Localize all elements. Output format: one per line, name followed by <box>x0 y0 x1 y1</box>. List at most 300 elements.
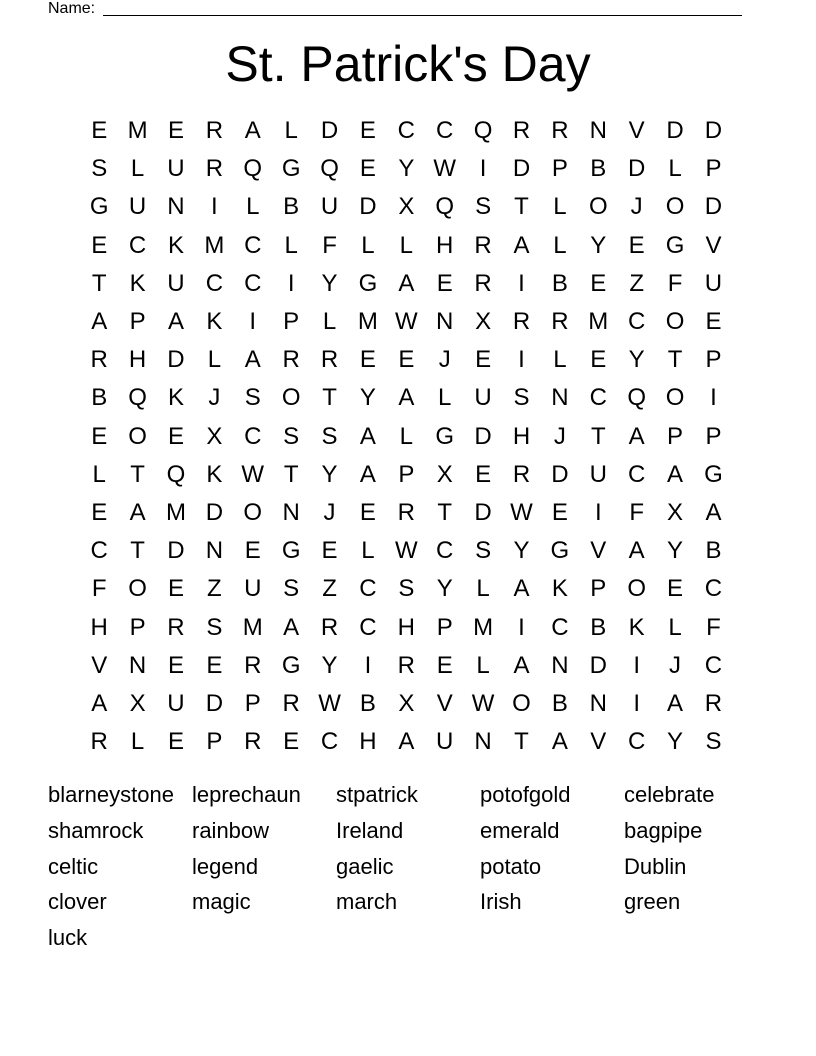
grid-letter: P <box>436 613 453 641</box>
grid-letter: E <box>91 117 108 145</box>
grid-letter: I <box>211 193 218 221</box>
grid-letter: I <box>249 308 257 336</box>
grid-letter: J <box>438 346 451 374</box>
grid-letter: Y <box>321 269 338 297</box>
word-list-item: gaelic <box>336 853 394 879</box>
grid-letter: A <box>705 498 722 526</box>
grid-letter: R <box>551 308 569 336</box>
grid-letter: L <box>399 422 413 450</box>
grid-letter: U <box>320 193 339 221</box>
grid-letter: T <box>667 346 683 374</box>
grid-letter: D <box>474 422 492 450</box>
grid-letter: J <box>553 422 566 450</box>
grid-letter: S <box>283 422 300 450</box>
word-list-item: potato <box>480 853 542 879</box>
grid-letter: E <box>359 155 376 183</box>
grid-letter: S <box>244 384 261 412</box>
grid-letter: P <box>667 422 684 450</box>
grid-letter: A <box>513 651 530 679</box>
grid-letter: S <box>475 193 492 221</box>
grid-letter: I <box>287 269 295 297</box>
grid-letter: C <box>205 269 224 297</box>
grid-letter: S <box>705 728 722 756</box>
grid-letter: A <box>551 728 568 756</box>
grid-letter: Y <box>398 155 415 183</box>
word-list-item: potofgold <box>480 782 571 807</box>
grid-letter: R <box>512 460 531 488</box>
grid-letter: C <box>128 231 147 259</box>
grid-letter: I <box>594 498 602 526</box>
grid-letter: Q <box>435 193 455 221</box>
grid-letter: E <box>283 728 300 756</box>
grid-letter: J <box>630 193 643 221</box>
grid-letter: U <box>436 728 454 756</box>
grid-letter: O <box>627 575 646 603</box>
word-list-item: shamrock <box>48 817 144 843</box>
grid-letter: R <box>551 117 569 145</box>
grid-letter: R <box>704 689 723 717</box>
grid-letter: P <box>551 155 568 183</box>
grid-letter: L <box>284 231 298 259</box>
grid-letter: P <box>129 308 146 336</box>
grid-letter: R <box>397 651 415 679</box>
grid-letter: C <box>359 613 377 641</box>
grid-letter: K <box>551 575 568 603</box>
grid-letter: B <box>590 155 607 183</box>
grid-letter: L <box>246 193 260 221</box>
grid-letter: L <box>553 346 567 374</box>
grid-letter: B <box>359 689 376 717</box>
grid-letter: A <box>167 308 184 336</box>
grid-letter: U <box>244 575 262 603</box>
grid-letter: A <box>91 689 108 717</box>
grid-letter: A <box>244 346 261 374</box>
grid-letter: L <box>361 537 375 565</box>
word-list-item: Irish <box>480 889 522 915</box>
grid-letter: G <box>704 460 723 488</box>
grid-letter: V <box>705 231 722 259</box>
grid-letter: Y <box>321 460 338 488</box>
grid-letter: R <box>90 728 108 756</box>
grid-letter: E <box>359 117 376 145</box>
grid-letter: N <box>205 537 224 565</box>
grid-letter: K <box>206 308 223 336</box>
grid-letter: G <box>665 231 685 259</box>
grid-letter: O <box>281 384 301 412</box>
grid-letter: E <box>91 498 108 526</box>
grid-letter: R <box>90 346 108 374</box>
grid-letter: G <box>281 155 301 183</box>
grid-letter: S <box>206 613 223 641</box>
grid-letter: D <box>704 117 723 145</box>
grid-letter: I <box>479 155 487 183</box>
grid-letter: R <box>205 155 224 183</box>
grid-letter: R <box>320 613 339 641</box>
word-list-item: celtic <box>48 853 99 879</box>
grid-letter: E <box>436 269 453 297</box>
grid-letter: H <box>397 613 415 641</box>
grid-letter: Y <box>667 537 684 565</box>
grid-letter: T <box>514 728 529 756</box>
grid-letter: Q <box>243 155 263 183</box>
grid-letter: B <box>91 384 108 412</box>
grid-letter: C <box>244 422 262 450</box>
grid-letter: E <box>206 651 223 679</box>
grid-letter: U <box>167 155 185 183</box>
grid-letter: W <box>433 155 457 183</box>
name-label: Name: <box>48 0 96 17</box>
grid-letter: D <box>704 193 723 221</box>
grid-letter: A <box>283 613 300 641</box>
grid-letter: F <box>667 269 683 297</box>
grid-letter: O <box>128 575 147 603</box>
grid-letter: W <box>241 460 265 488</box>
grid-letter: A <box>628 422 645 450</box>
grid-letter: S <box>91 155 108 183</box>
grid-letter: E <box>167 575 184 603</box>
grid-letter: O <box>665 384 685 412</box>
grid-letter: A <box>398 269 415 297</box>
grid-letter: F <box>91 575 107 603</box>
grid-letter: L <box>130 728 145 756</box>
word-list-item: Dublin <box>624 853 687 879</box>
grid-letter: I <box>518 613 525 641</box>
grid-letter: E <box>705 308 722 336</box>
grid-letter: H <box>359 728 377 756</box>
grid-letter: L <box>476 651 490 679</box>
grid-letter: E <box>321 537 338 565</box>
grid-letter: U <box>704 269 723 297</box>
grid-letter: D <box>627 155 646 183</box>
grid-letter: S <box>513 384 530 412</box>
grid-letter: E <box>590 346 607 374</box>
grid-letter: R <box>512 308 531 336</box>
grid-letter: E <box>359 346 376 374</box>
grid-letter: L <box>668 155 682 183</box>
grid-letter: A <box>513 231 530 259</box>
grid-letter: M <box>165 498 186 526</box>
grid-letter: P <box>590 575 607 603</box>
grid-letter: E <box>167 651 184 679</box>
grid-letter: C <box>90 537 108 565</box>
grid-letter: H <box>128 346 147 374</box>
grid-letter: U <box>167 689 185 717</box>
grid-letter: T <box>283 460 299 488</box>
grid-letter: P <box>129 613 146 641</box>
grid-letter: X <box>398 689 415 717</box>
grid-letter: D <box>167 537 185 565</box>
grid-letter: V <box>590 537 607 565</box>
grid-letter: B <box>551 269 568 297</box>
grid-letter: O <box>665 308 685 336</box>
word-list-item: stpatrick <box>336 782 418 807</box>
grid-letter: R <box>474 269 492 297</box>
grid-letter: C <box>359 575 377 603</box>
grid-letter: G <box>89 193 109 221</box>
grid-letter: C <box>244 231 262 259</box>
grid-letter: R <box>512 117 531 145</box>
word-list <box>48 780 768 959</box>
grid-letter: T <box>437 498 453 526</box>
grid-letter: H <box>90 613 108 641</box>
grid-letter: O <box>128 422 147 450</box>
grid-letter: D <box>205 498 224 526</box>
grid-letter: A <box>359 422 376 450</box>
grid-letter: D <box>551 460 569 488</box>
grid-letter: L <box>207 346 222 374</box>
grid-letter: B <box>705 537 722 565</box>
grid-letter: U <box>167 269 185 297</box>
grid-letter: G <box>358 269 378 297</box>
grid-letter: M <box>204 231 225 259</box>
grid-letter: D <box>512 155 531 183</box>
grid-letter: U <box>589 460 607 488</box>
grid-letter: N <box>589 689 607 717</box>
grid-letter: X <box>667 498 684 526</box>
grid-letter: Y <box>513 537 530 565</box>
grid-letter: C <box>397 117 415 145</box>
grid-letter: Z <box>322 575 337 603</box>
word-list-item: celebrate <box>624 782 715 807</box>
grid-letter: O <box>512 689 531 717</box>
grid-letter: P <box>283 308 300 336</box>
grid-letter: C <box>627 460 646 488</box>
grid-letter: L <box>130 155 145 183</box>
grid-letter: S <box>475 537 492 565</box>
grid-letter: D <box>589 651 607 679</box>
grid-letter: G <box>550 537 570 565</box>
grid-letter: P <box>206 728 223 756</box>
grid-letter: C <box>627 728 646 756</box>
grid-letter: X <box>475 308 492 336</box>
grid-letter: A <box>513 575 530 603</box>
grid-letter: N <box>474 728 492 756</box>
grid-letter: T <box>590 422 606 450</box>
grid-letter: A <box>398 384 415 412</box>
grid-letter: E <box>475 460 492 488</box>
grid-letter: I <box>710 384 717 412</box>
grid-letter: I <box>364 651 372 679</box>
name-underline <box>103 15 742 16</box>
grid-letter: Y <box>436 575 453 603</box>
grid-letter: B <box>590 613 607 641</box>
word-list-item: green <box>624 889 681 915</box>
grid-letter: W <box>510 498 533 526</box>
grid-letter: M <box>357 308 378 336</box>
grid-letter: S <box>321 422 338 450</box>
grid-letter: C <box>704 575 723 603</box>
grid-letter: L <box>284 117 298 145</box>
grid-letter: E <box>628 231 645 259</box>
grid-letter: T <box>91 269 107 297</box>
grid-letter: X <box>129 689 146 717</box>
grid-letter: X <box>206 422 223 450</box>
grid-letter: G <box>281 651 301 679</box>
grid-letter: D <box>359 193 377 221</box>
grid-letter: E <box>590 269 607 297</box>
grid-letter: A <box>628 537 645 565</box>
grid-letter: K <box>628 613 645 641</box>
grid-letter: P <box>705 422 722 450</box>
grid-letter: D <box>474 498 492 526</box>
grid-letter: C <box>627 308 646 336</box>
grid-letter: J <box>208 384 221 412</box>
grid-letter: Q <box>473 117 493 145</box>
grid-letter: H <box>512 422 531 450</box>
grid-letter: V <box>436 689 453 717</box>
word-list-item: Ireland <box>336 817 404 843</box>
grid-letter: E <box>551 498 568 526</box>
grid-letter: R <box>244 651 262 679</box>
grid-letter: C <box>551 613 569 641</box>
word-list-item: legend <box>192 853 259 879</box>
grid-letter: K <box>206 460 223 488</box>
grid-letter: B <box>283 193 300 221</box>
grid-letter: E <box>91 231 108 259</box>
grid-letter: E <box>167 728 184 756</box>
grid-letter: E <box>244 537 261 565</box>
grid-letter: E <box>167 422 184 450</box>
grid-letter: M <box>588 308 609 336</box>
word-list-item: magic <box>192 889 251 915</box>
grid-letter: R <box>282 346 300 374</box>
grid-letter: L <box>92 460 106 488</box>
grid-letter: C <box>436 117 454 145</box>
name-field <box>48 0 742 18</box>
page-title: St. Patrick's Day <box>225 36 591 92</box>
word-list-item: bagpipe <box>624 817 703 843</box>
grid-letter: I <box>518 269 525 297</box>
grid-letter: E <box>667 575 684 603</box>
grid-letter: L <box>399 231 413 259</box>
grid-letter: N <box>551 384 569 412</box>
grid-letter: Y <box>628 346 645 374</box>
word-list-item: blarneystone <box>48 782 174 807</box>
word-list-item: emerald <box>480 817 560 843</box>
grid-letter: E <box>167 117 184 145</box>
grid-letter: Y <box>321 651 338 679</box>
word-list-item: clover <box>48 889 107 915</box>
grid-letter: D <box>205 689 224 717</box>
grid-letter: P <box>705 346 722 374</box>
grid-letter: E <box>475 346 492 374</box>
grid-letter: C <box>589 384 607 412</box>
grid-letter: R <box>397 498 415 526</box>
grid-letter: U <box>474 384 492 412</box>
grid-letter: J <box>323 498 336 526</box>
grid-letter: P <box>398 460 415 488</box>
grid-letter: X <box>436 460 453 488</box>
grid-letter: E <box>91 422 108 450</box>
grid-letter: J <box>669 651 682 679</box>
word-list-item: leprechaun <box>192 782 301 807</box>
grid-letter: E <box>359 498 376 526</box>
grid-letter: D <box>167 346 185 374</box>
grid-letter: N <box>167 193 185 221</box>
grid-letter: K <box>167 384 184 412</box>
grid-letter: T <box>130 460 145 488</box>
grid-letter: W <box>471 689 495 717</box>
grid-letter: R <box>282 689 300 717</box>
grid-letter: S <box>398 575 415 603</box>
grid-letter: L <box>668 613 682 641</box>
grid-letter: A <box>91 308 108 336</box>
grid-letter: O <box>665 193 685 221</box>
grid-letter: Y <box>667 728 684 756</box>
grid-letter: R <box>205 117 224 145</box>
grid-letter: I <box>633 651 640 679</box>
grid-letter: A <box>667 460 684 488</box>
grid-letter: U <box>128 193 147 221</box>
word-list-item: rainbow <box>192 817 270 843</box>
grid-letter: A <box>359 460 376 488</box>
grid-letter: F <box>629 498 644 526</box>
grid-letter: N <box>589 117 607 145</box>
grid-letter: T <box>130 537 145 565</box>
grid-letter: A <box>129 498 146 526</box>
grid-letter: N <box>436 308 454 336</box>
grid-letter: P <box>705 155 722 183</box>
grid-letter: A <box>244 117 261 145</box>
grid-letter: C <box>704 651 723 679</box>
grid-letter: C <box>244 269 262 297</box>
grid-letter: M <box>242 613 263 641</box>
grid-letter: D <box>320 117 339 145</box>
grid-letter: D <box>666 117 684 145</box>
grid-letter: I <box>633 689 640 717</box>
grid-letter: L <box>553 193 567 221</box>
grid-letter: V <box>628 117 645 145</box>
grid-letter: C <box>320 728 339 756</box>
grid-letter: Z <box>207 575 222 603</box>
grid-letter: Y <box>590 231 607 259</box>
grid-letter: Z <box>629 269 644 297</box>
grid-letter: Q <box>627 384 646 412</box>
grid-letter: A <box>398 728 415 756</box>
grid-letter: A <box>667 689 684 717</box>
grid-letter: X <box>398 193 415 221</box>
grid-letter: G <box>281 537 301 565</box>
grid-letter: I <box>518 346 525 374</box>
letter-grid <box>80 112 733 761</box>
grid-letter: O <box>243 498 263 526</box>
grid-letter: F <box>322 231 337 259</box>
grid-letter: Q <box>320 155 339 183</box>
grid-letter: T <box>514 193 529 221</box>
grid-letter: F <box>706 613 721 641</box>
word-list-item: march <box>336 889 398 915</box>
grid-letter: L <box>476 575 490 603</box>
grid-letter: H <box>436 231 454 259</box>
grid-letter: R <box>474 231 492 259</box>
grid-letter: N <box>128 651 147 679</box>
grid-letter: W <box>394 308 418 336</box>
grid-letter: P <box>244 689 261 717</box>
grid-letter: Q <box>166 460 186 488</box>
grid-letter: L <box>361 231 375 259</box>
grid-letter: S <box>283 575 300 603</box>
grid-letter: L <box>438 384 452 412</box>
grid-letter: B <box>551 689 568 717</box>
grid-letter: R <box>167 613 185 641</box>
grid-letter: M <box>127 117 148 145</box>
grid-letter: L <box>553 231 567 259</box>
grid-letter: M <box>473 613 494 641</box>
grid-letter: Q <box>128 384 147 412</box>
grid-letter: W <box>318 689 341 717</box>
grid-letter: K <box>129 269 146 297</box>
grid-letter: C <box>436 537 454 565</box>
